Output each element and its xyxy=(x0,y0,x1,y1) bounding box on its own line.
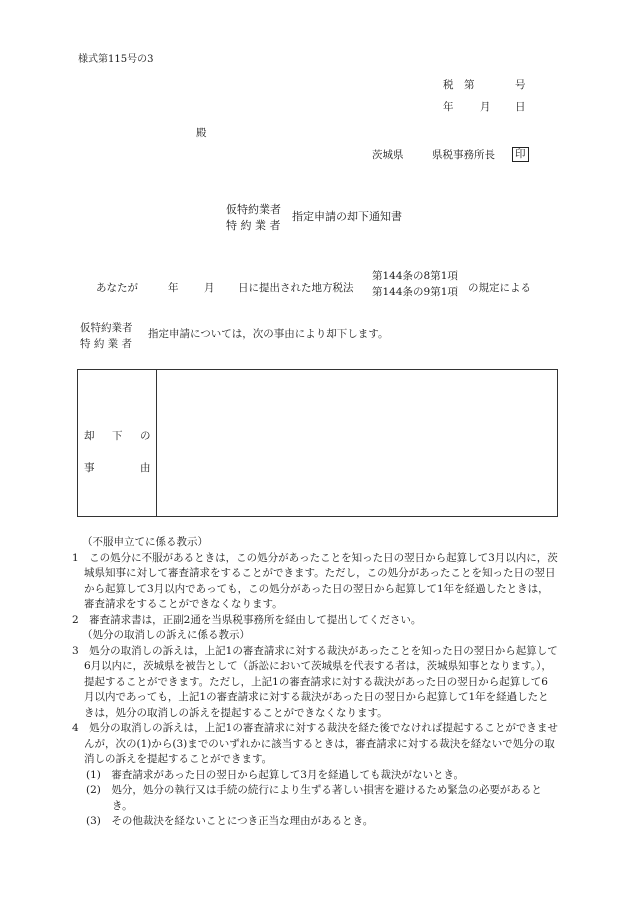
sentence1-you: あなたが xyxy=(96,282,138,294)
doc-number-dai: 第 xyxy=(464,79,475,91)
reason-content-cell xyxy=(157,370,558,517)
issuer-office: 県税事務所長 xyxy=(432,149,495,161)
notice-item-4: 4 処分の取消しの訴えは，上記1の審査請求に対する裁決を経た後でなければ提起することができませんが，次の(1)から(3)までのいずれかに該当するときは，審査請求に対する裁決を経ないで処分の取消しの訴えを提起することができます。 xyxy=(72,722,558,765)
notice-item-1: 1 この処分に不服があるときは，この処分があったことを知った日の翌日から起算して3月以内に，茨城県知事に対して審査請求をすることができます。ただし，この処分があったことを知った日の翌日から起算して3月以内であっても，この処分があった日の翌日から起算して1年を経過したときは，審査請求をすることができなくなります。 xyxy=(72,551,558,610)
page-title: 指定申請の却下通知書 xyxy=(292,210,402,223)
sentence1-day: 日に提出された地方税法 xyxy=(238,282,354,294)
date-year: 年 xyxy=(443,101,454,113)
notices-section xyxy=(72,535,558,830)
seal-mark: 印 xyxy=(508,147,529,162)
form-number: 様式第115号の3 xyxy=(78,54,154,65)
notice-sub-3: (3) その他裁決を経ないことにつき正当な理由があるとき。 xyxy=(86,815,374,827)
doc-number-tax: 税 xyxy=(443,79,454,91)
sentence1-articles: 第144条の8第1項 第144条の9第1項 xyxy=(372,270,458,298)
sentence1-month: 月 xyxy=(204,282,215,294)
date-day: 日 xyxy=(515,101,526,113)
heading-lawsuit: （処分の取消しの訴えに係る教示） xyxy=(82,629,250,641)
notice-item-3: 3 処分の取消しの訴えは，上記1の審査請求に対する裁決があったことを知った日の翌日から起算して6月以内に，茨城県を被告として（訴訟において茨城県を代表する者は，茨城県知事となります。），提起することができます。ただし，上記1の審査請求に対する裁決があった日の翌日から起算して6月以内であっても，上記1の審査請求に対する裁決があった日の翌日から起算して1年を経過したときは，処分の取消しの訴えを提起することができなくなります。 xyxy=(72,644,558,719)
sentence1-suffix: の規定による xyxy=(468,282,531,294)
issuer-prefecture: 茨城県 xyxy=(372,149,404,161)
addressee-suffix: 殿 xyxy=(196,127,207,139)
reason-label-cell: 却 下 の 事 由 xyxy=(78,370,157,517)
sentence2-stacked: 仮特約業者 特 約 業 者 xyxy=(80,322,133,350)
sentence1-year: 年 xyxy=(168,282,179,294)
heading-appeal: （不服申立てに係る教示） xyxy=(82,536,208,548)
doc-number-go: 号 xyxy=(515,79,526,91)
title-stacked: 仮特約業者 特 約 業 者 xyxy=(226,203,281,232)
date-month: 月 xyxy=(480,101,491,113)
reason-table xyxy=(77,369,558,517)
notice-item-2: 2 審査請求書は，正副2通を当県税事務所を経由して提出してください。 xyxy=(72,613,422,626)
sentence2-text: 指定申請については，次の事由により却下します。 xyxy=(148,328,389,340)
notice-sub-2: (2) 処分，処分の執行又は手続の続行により生ずる著しい損害を避けるため緊急の必要があるとき。 xyxy=(86,784,542,812)
notice-sub-1: (1) 審査請求があった日の翌日から起算して3月を経過しても裁決がないとき。 xyxy=(86,768,465,781)
